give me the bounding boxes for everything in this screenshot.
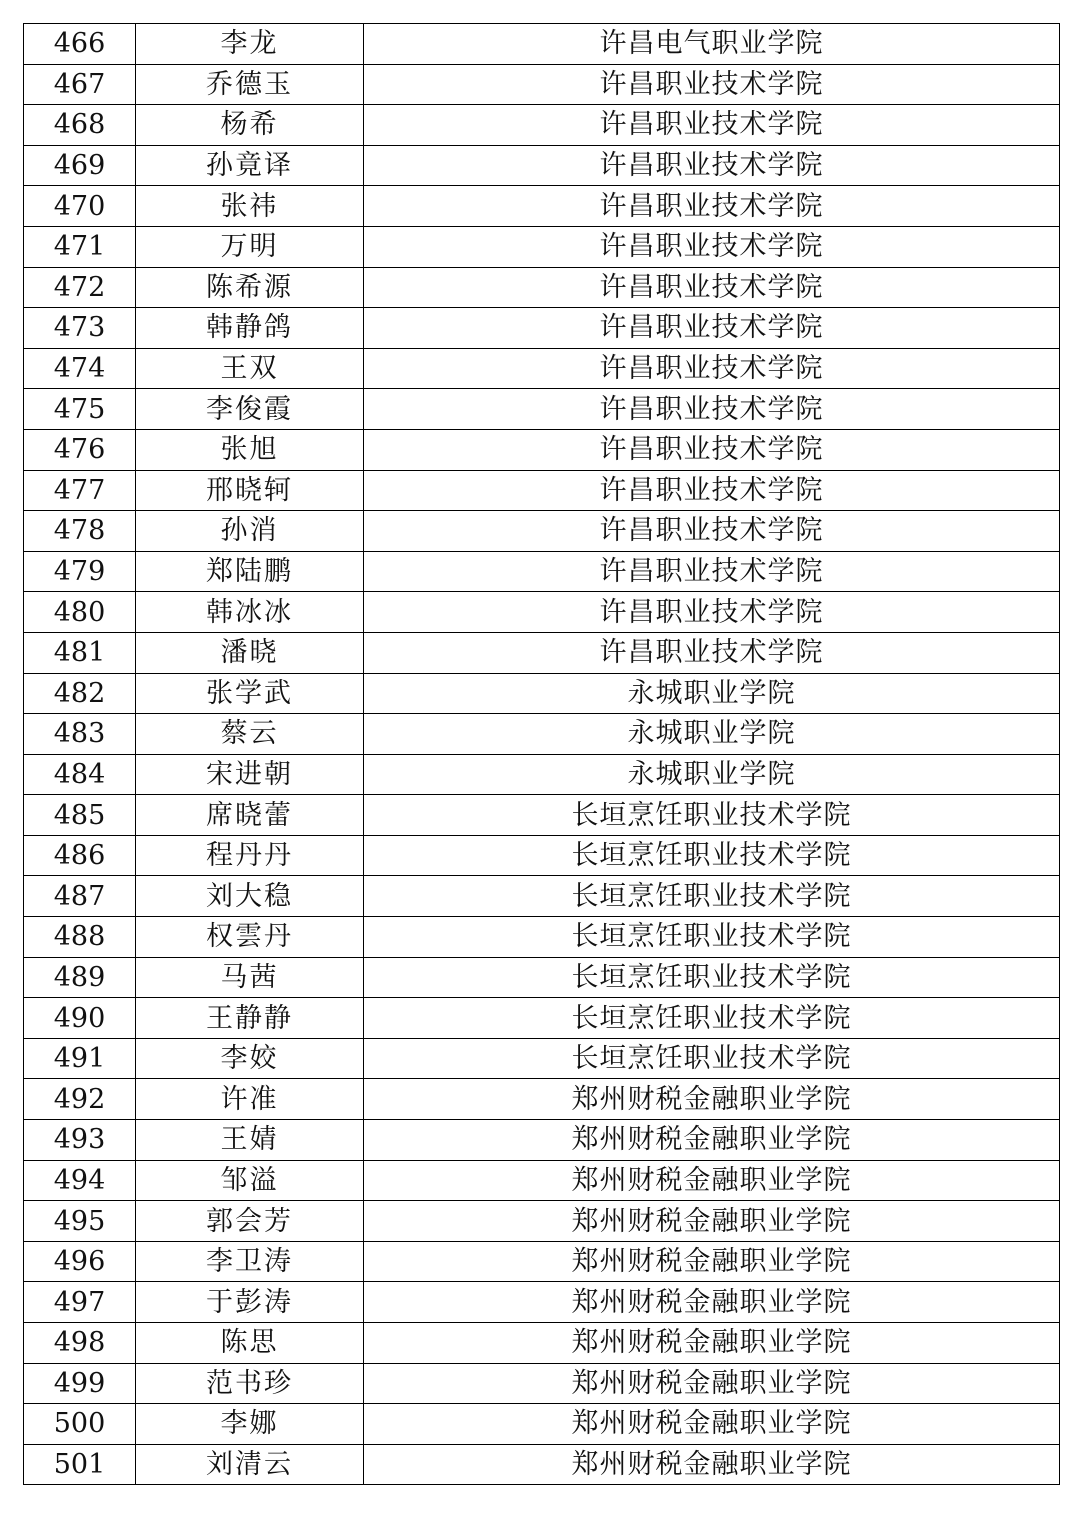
row-number-cell: 501 — [24, 1444, 136, 1485]
name-cell: 李俊霞 — [136, 389, 364, 430]
name-cell: 王婧 — [136, 1120, 364, 1161]
name-cell: 孙竟译 — [136, 145, 364, 186]
table-row — [24, 1241, 1060, 1282]
table-row — [24, 429, 1060, 470]
table-row — [24, 389, 1060, 430]
school-cell: 许昌职业技术学院 — [364, 592, 1060, 633]
school-cell: 永城职业学院 — [364, 714, 1060, 755]
name-cell: 刘清云 — [136, 1444, 364, 1485]
name-cell: 万明 — [136, 226, 364, 267]
school-cell: 许昌职业技术学院 — [364, 551, 1060, 592]
row-number-cell: 489 — [24, 957, 136, 998]
table-row — [24, 186, 1060, 227]
row-number-cell: 486 — [24, 835, 136, 876]
school-cell: 许昌职业技术学院 — [364, 186, 1060, 227]
table-row — [24, 795, 1060, 836]
row-number-cell: 487 — [24, 876, 136, 917]
name-cell: 宋进朝 — [136, 754, 364, 795]
row-number-cell: 490 — [24, 998, 136, 1039]
name-cell: 邹溢 — [136, 1160, 364, 1201]
school-cell: 许昌职业技术学院 — [364, 145, 1060, 186]
table-row — [24, 1038, 1060, 1079]
roster-table — [23, 23, 1060, 1485]
row-number-cell: 468 — [24, 105, 136, 146]
table-row — [24, 632, 1060, 673]
table-row — [24, 551, 1060, 592]
name-cell: 孙消 — [136, 511, 364, 552]
school-cell: 长垣烹饪职业技术学院 — [364, 998, 1060, 1039]
table-row — [24, 673, 1060, 714]
school-cell: 郑州财税金融职业学院 — [364, 1363, 1060, 1404]
school-cell: 许昌职业技术学院 — [364, 632, 1060, 673]
table-row — [24, 64, 1060, 105]
name-cell: 张学武 — [136, 673, 364, 714]
table-row — [24, 348, 1060, 389]
table-row — [24, 105, 1060, 146]
name-cell: 刘大稳 — [136, 876, 364, 917]
name-cell: 韩冰冰 — [136, 592, 364, 633]
school-cell: 许昌职业技术学院 — [364, 267, 1060, 308]
row-number-cell: 472 — [24, 267, 136, 308]
school-cell: 长垣烹饪职业技术学院 — [364, 795, 1060, 836]
name-cell: 韩静鸽 — [136, 308, 364, 349]
school-cell: 长垣烹饪职业技术学院 — [364, 876, 1060, 917]
table-row — [24, 145, 1060, 186]
table-row — [24, 957, 1060, 998]
school-cell: 许昌职业技术学院 — [364, 389, 1060, 430]
school-cell: 许昌职业技术学院 — [364, 511, 1060, 552]
row-number-cell: 498 — [24, 1323, 136, 1364]
name-cell: 王静静 — [136, 998, 364, 1039]
table-row — [24, 1201, 1060, 1242]
row-number-cell: 494 — [24, 1160, 136, 1201]
name-cell: 马茜 — [136, 957, 364, 998]
table-row — [24, 876, 1060, 917]
table-row — [24, 1160, 1060, 1201]
name-cell: 王双 — [136, 348, 364, 389]
table-row — [24, 1323, 1060, 1364]
school-cell: 郑州财税金融职业学院 — [364, 1282, 1060, 1323]
name-cell: 郑陆鹏 — [136, 551, 364, 592]
name-cell: 于彭涛 — [136, 1282, 364, 1323]
row-number-cell: 483 — [24, 714, 136, 755]
school-cell: 郑州财税金融职业学院 — [364, 1444, 1060, 1485]
table-row — [24, 917, 1060, 958]
row-number-cell: 488 — [24, 917, 136, 958]
school-cell: 郑州财税金融职业学院 — [364, 1160, 1060, 1201]
row-number-cell: 473 — [24, 308, 136, 349]
school-cell: 永城职业学院 — [364, 754, 1060, 795]
table-row — [24, 24, 1060, 65]
row-number-cell: 492 — [24, 1079, 136, 1120]
row-number-cell: 493 — [24, 1120, 136, 1161]
row-number-cell: 467 — [24, 64, 136, 105]
row-number-cell: 497 — [24, 1282, 136, 1323]
name-cell: 范书珍 — [136, 1363, 364, 1404]
name-cell: 陈希源 — [136, 267, 364, 308]
name-cell: 蔡云 — [136, 714, 364, 755]
school-cell: 郑州财税金融职业学院 — [364, 1201, 1060, 1242]
table-row — [24, 1363, 1060, 1404]
table-row — [24, 714, 1060, 755]
name-cell: 李姣 — [136, 1038, 364, 1079]
row-number-cell: 476 — [24, 429, 136, 470]
table-row — [24, 267, 1060, 308]
name-cell: 邢晓轲 — [136, 470, 364, 511]
school-cell: 郑州财税金融职业学院 — [364, 1120, 1060, 1161]
table-row — [24, 308, 1060, 349]
table-row — [24, 754, 1060, 795]
school-cell: 郑州财税金融职业学院 — [364, 1323, 1060, 1364]
row-number-cell: 496 — [24, 1241, 136, 1282]
school-cell: 长垣烹饪职业技术学院 — [364, 917, 1060, 958]
row-number-cell: 470 — [24, 186, 136, 227]
school-cell: 永城职业学院 — [364, 673, 1060, 714]
table-row — [24, 1120, 1060, 1161]
name-cell: 李娜 — [136, 1404, 364, 1445]
row-number-cell: 491 — [24, 1038, 136, 1079]
table-row — [24, 226, 1060, 267]
school-cell: 许昌职业技术学院 — [364, 348, 1060, 389]
school-cell: 许昌职业技术学院 — [364, 105, 1060, 146]
row-number-cell: 485 — [24, 795, 136, 836]
row-number-cell: 479 — [24, 551, 136, 592]
name-cell: 潘晓 — [136, 632, 364, 673]
school-cell: 郑州财税金融职业学院 — [364, 1404, 1060, 1445]
name-cell: 杨希 — [136, 105, 364, 146]
name-cell: 张祎 — [136, 186, 364, 227]
table-row — [24, 1444, 1060, 1485]
row-number-cell: 478 — [24, 511, 136, 552]
row-number-cell: 499 — [24, 1363, 136, 1404]
name-cell: 权雲丹 — [136, 917, 364, 958]
table-row — [24, 511, 1060, 552]
row-number-cell: 475 — [24, 389, 136, 430]
table-row — [24, 998, 1060, 1039]
school-cell: 许昌职业技术学院 — [364, 64, 1060, 105]
row-number-cell: 480 — [24, 592, 136, 633]
table-row — [24, 1404, 1060, 1445]
row-number-cell: 469 — [24, 145, 136, 186]
row-number-cell: 474 — [24, 348, 136, 389]
school-cell: 许昌电气职业学院 — [364, 24, 1060, 65]
school-cell: 郑州财税金融职业学院 — [364, 1241, 1060, 1282]
row-number-cell: 500 — [24, 1404, 136, 1445]
school-cell: 许昌职业技术学院 — [364, 226, 1060, 267]
table-row — [24, 1282, 1060, 1323]
school-cell: 许昌职业技术学院 — [364, 429, 1060, 470]
table-row — [24, 592, 1060, 633]
school-cell: 长垣烹饪职业技术学院 — [364, 957, 1060, 998]
row-number-cell: 484 — [24, 754, 136, 795]
name-cell: 许准 — [136, 1079, 364, 1120]
school-cell: 许昌职业技术学院 — [364, 470, 1060, 511]
row-number-cell: 495 — [24, 1201, 136, 1242]
name-cell: 程丹丹 — [136, 835, 364, 876]
name-cell: 郭会芳 — [136, 1201, 364, 1242]
table-row — [24, 835, 1060, 876]
school-cell: 郑州财税金融职业学院 — [364, 1079, 1060, 1120]
school-cell: 许昌职业技术学院 — [364, 308, 1060, 349]
table-row — [24, 1079, 1060, 1120]
row-number-cell: 477 — [24, 470, 136, 511]
row-number-cell: 482 — [24, 673, 136, 714]
roster-table-body — [24, 24, 1060, 1485]
table-row — [24, 470, 1060, 511]
name-cell: 李卫涛 — [136, 1241, 364, 1282]
name-cell: 席晓蕾 — [136, 795, 364, 836]
school-cell: 长垣烹饪职业技术学院 — [364, 1038, 1060, 1079]
row-number-cell: 481 — [24, 632, 136, 673]
name-cell: 张旭 — [136, 429, 364, 470]
row-number-cell: 466 — [24, 24, 136, 65]
row-number-cell: 471 — [24, 226, 136, 267]
name-cell: 乔德玉 — [136, 64, 364, 105]
name-cell: 李龙 — [136, 24, 364, 65]
school-cell: 长垣烹饪职业技术学院 — [364, 835, 1060, 876]
roster-sheet — [23, 23, 1059, 1485]
name-cell: 陈思 — [136, 1323, 364, 1364]
